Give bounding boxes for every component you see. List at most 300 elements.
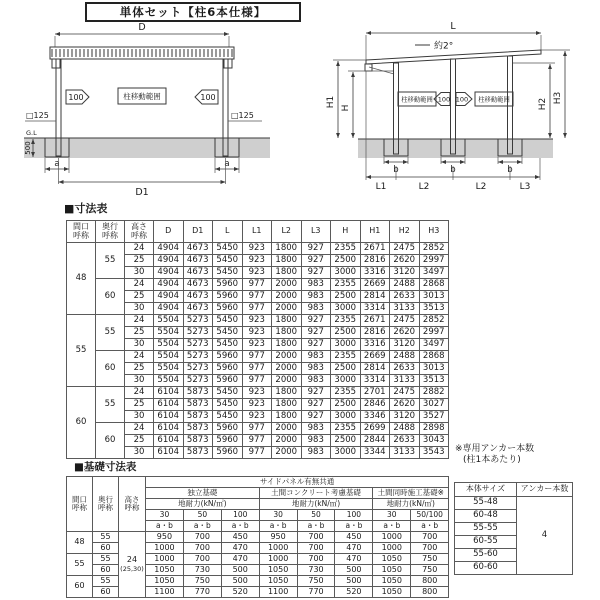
maguchi-cell: 60 bbox=[67, 576, 93, 598]
dim-value-cell: 2852 bbox=[419, 243, 449, 255]
page-title: 単体セット【柱6本仕様】 bbox=[85, 2, 301, 22]
group-header-dokuritsu: 独立基礎 bbox=[146, 488, 260, 499]
dim-value-cell: 977 bbox=[242, 279, 272, 291]
dim-value-cell: 3120 bbox=[390, 267, 420, 279]
dim-value-cell: 927 bbox=[301, 327, 331, 339]
dim-value-cell: 927 bbox=[301, 315, 331, 327]
capacity-col: 50/100 bbox=[411, 510, 449, 521]
foundation-value-cell: 1000 bbox=[373, 543, 411, 554]
header-line: 奥行 bbox=[102, 221, 118, 231]
foundation-value-cell: 1050 bbox=[146, 576, 184, 587]
dim-value-cell: 5450 bbox=[213, 399, 243, 411]
dim-value-cell: 6104 bbox=[154, 435, 184, 447]
side-move-value-right: 100 bbox=[455, 95, 469, 104]
dim-value-cell: 2852 bbox=[419, 315, 449, 327]
anchor-note-line1: ※専用アンカー本数 bbox=[455, 444, 535, 454]
foundation-value-cell: 500 bbox=[221, 576, 259, 587]
dim-value-cell: 5450 bbox=[213, 339, 243, 351]
dim-value-cell: 24 bbox=[125, 423, 154, 435]
dim-value-cell: 30 bbox=[125, 303, 154, 315]
dim-value-cell: 2816 bbox=[360, 255, 390, 267]
dim-value-cell: 24 bbox=[125, 315, 154, 327]
dim-value-cell: 5960 bbox=[213, 291, 243, 303]
dim-value-cell: 983 bbox=[301, 303, 331, 315]
side-dim-L2a-label: L2 bbox=[418, 182, 430, 192]
dim-value-cell: 2000 bbox=[272, 375, 302, 387]
dim-value-cell: 3043 bbox=[419, 435, 449, 447]
dim-value-cell: 24 bbox=[125, 279, 154, 291]
front-dim-a-right bbox=[215, 158, 239, 173]
dim-value-cell: 25 bbox=[125, 363, 154, 375]
dim-table-row bbox=[67, 315, 449, 327]
col-header-L1: L1 bbox=[242, 221, 272, 243]
dim-value-cell: 2814 bbox=[360, 291, 390, 303]
dim-value-cell: 25 bbox=[125, 255, 154, 267]
col-header-okuyuki bbox=[93, 477, 119, 532]
body-size-cell: 60-55 bbox=[455, 536, 517, 549]
dim-value-cell: 977 bbox=[242, 423, 272, 435]
dim-value-cell: 5960 bbox=[213, 435, 243, 447]
side-dim-b2-label: b bbox=[450, 165, 456, 175]
dim-value-cell: 1800 bbox=[272, 315, 302, 327]
side-dim-H-label: H bbox=[341, 104, 351, 112]
dim-table-row bbox=[67, 447, 449, 459]
front-dim-a-left-label: a bbox=[54, 159, 60, 169]
dim-value-cell: 1800 bbox=[272, 327, 302, 339]
dim-table-row bbox=[67, 435, 449, 447]
side-move-range bbox=[398, 92, 513, 106]
maguchi-cell: 60 bbox=[67, 387, 96, 459]
dim-value-cell: 5504 bbox=[154, 363, 184, 375]
dim-value-cell: 927 bbox=[301, 267, 331, 279]
dim-value-cell: 2500 bbox=[331, 399, 361, 411]
dim-value-cell: 5273 bbox=[183, 375, 213, 387]
dim-value-cell: 5873 bbox=[183, 411, 213, 423]
dim-value-cell: 2000 bbox=[272, 363, 302, 375]
dim-value-cell: 5450 bbox=[213, 327, 243, 339]
dim-value-cell: 2488 bbox=[390, 351, 420, 363]
dim-value-cell: 2669 bbox=[360, 279, 390, 291]
dim-value-cell: 5273 bbox=[183, 315, 213, 327]
dim-value-cell: 2633 bbox=[390, 435, 420, 447]
dim-value-cell: 2355 bbox=[331, 351, 361, 363]
dim-table-row bbox=[67, 291, 449, 303]
dim-value-cell: 1800 bbox=[272, 339, 302, 351]
dim-value-cell: 977 bbox=[242, 447, 272, 459]
dim-value-cell: 3513 bbox=[419, 303, 449, 315]
front-dim-D1 bbox=[59, 158, 226, 198]
capacity-col: 100 bbox=[335, 510, 373, 521]
side-dim-b3-label: b bbox=[507, 165, 513, 175]
dim-value-cell: 2701 bbox=[360, 387, 390, 399]
dim-value-cell: 5960 bbox=[213, 447, 243, 459]
foundation-value-cell: 1050 bbox=[259, 565, 297, 576]
dim-value-cell: 5873 bbox=[183, 423, 213, 435]
dim-value-cell: 2846 bbox=[360, 399, 390, 411]
dim-table-row bbox=[67, 399, 449, 411]
body-size-cell: 55-55 bbox=[455, 523, 517, 536]
dim-value-cell: 2475 bbox=[390, 315, 420, 327]
dim-value-cell: 4904 bbox=[154, 279, 184, 291]
ab-col: a・b bbox=[411, 521, 449, 532]
dim-value-cell: 2488 bbox=[390, 423, 420, 435]
dim-value-cell: 3120 bbox=[390, 411, 420, 423]
group-header-doma-concrete: 土間コンクリート考慮基礎 bbox=[259, 488, 373, 499]
dim-value-cell: 2500 bbox=[331, 327, 361, 339]
foundation-value-cell: 1050 bbox=[373, 565, 411, 576]
dim-value-cell: 4673 bbox=[183, 267, 213, 279]
ab-col: a・b bbox=[373, 521, 411, 532]
dim-value-cell: 2475 bbox=[390, 243, 420, 255]
ab-col: a・b bbox=[297, 521, 335, 532]
dim-value-cell: 923 bbox=[242, 243, 272, 255]
dim-value-cell: 983 bbox=[301, 447, 331, 459]
bearing-capacity-header: 地耐力(kN/㎡) bbox=[259, 499, 373, 510]
capacity-col: 50 bbox=[297, 510, 335, 521]
dim-value-cell: 2633 bbox=[390, 291, 420, 303]
dim-value-cell: 3513 bbox=[419, 375, 449, 387]
dim-value-cell: 3013 bbox=[419, 291, 449, 303]
side-dim-H1 bbox=[326, 60, 366, 138]
header-line: 呼称 bbox=[72, 503, 87, 512]
dim-value-cell: 3344 bbox=[360, 447, 390, 459]
dim-table-header-row bbox=[67, 221, 449, 243]
dim-value-cell: 927 bbox=[301, 243, 331, 255]
dim-value-cell: 3013 bbox=[419, 363, 449, 375]
dim-value-cell: 977 bbox=[242, 351, 272, 363]
dim-value-cell: 923 bbox=[242, 411, 272, 423]
capacity-col: 30 bbox=[259, 510, 297, 521]
foundation-value-cell: 500 bbox=[221, 565, 259, 576]
dim-table-row bbox=[67, 411, 449, 423]
dim-value-cell: 977 bbox=[242, 291, 272, 303]
dim-value-cell: 2633 bbox=[390, 363, 420, 375]
foundation-value-cell: 700 bbox=[297, 554, 335, 565]
foundation-value-cell: 1050 bbox=[146, 565, 184, 576]
dim-value-cell: 2000 bbox=[272, 435, 302, 447]
dim-value-cell: 977 bbox=[242, 363, 272, 375]
dim-value-cell: 3314 bbox=[360, 375, 390, 387]
dim-value-cell: 1800 bbox=[272, 399, 302, 411]
dim-value-cell: 5873 bbox=[183, 435, 213, 447]
anchor-table-body bbox=[455, 497, 573, 575]
dim-value-cell: 2000 bbox=[272, 279, 302, 291]
dim-value-cell: 5873 bbox=[183, 387, 213, 399]
dim-value-cell: 2997 bbox=[419, 255, 449, 267]
col-header-maguchi bbox=[67, 477, 93, 532]
foundation-value-cell: 520 bbox=[335, 587, 373, 598]
dim-value-cell: 6104 bbox=[154, 447, 184, 459]
dim-value-cell: 983 bbox=[301, 279, 331, 291]
okuyuki-cell: 55 bbox=[93, 554, 119, 565]
dim-value-cell: 3346 bbox=[360, 411, 390, 423]
dim-value-cell: 923 bbox=[242, 267, 272, 279]
dim-value-cell: 4904 bbox=[154, 243, 184, 255]
side-dim-b1-label: b bbox=[393, 165, 399, 175]
foundation-table-body bbox=[67, 532, 449, 598]
foundation-value-cell: 1050 bbox=[259, 576, 297, 587]
side-move-range-left-label: 柱移動範囲 bbox=[401, 96, 433, 104]
foundation-value-cell: 700 bbox=[183, 532, 221, 543]
dim-value-cell: 25 bbox=[125, 327, 154, 339]
header-line: 間口 bbox=[72, 494, 87, 504]
dim-value-cell: 5450 bbox=[213, 243, 243, 255]
foundation-value-cell: 520 bbox=[221, 587, 259, 598]
side-dim-H3-label: H3 bbox=[553, 91, 563, 105]
dim-value-cell: 2620 bbox=[390, 327, 420, 339]
front-dim-D bbox=[55, 22, 229, 47]
foundation-value-cell: 1000 bbox=[146, 543, 184, 554]
foundation-value-cell: 770 bbox=[183, 587, 221, 598]
foundation-value-cell: 1000 bbox=[373, 532, 411, 543]
foundation-value-cell: 1050 bbox=[373, 554, 411, 565]
dim-value-cell: 2475 bbox=[390, 387, 420, 399]
okuyuki-cell: 60 bbox=[96, 279, 125, 315]
dim-value-cell: 5960 bbox=[213, 363, 243, 375]
dim-value-cell: 1800 bbox=[272, 411, 302, 423]
side-slope-label: 約2° bbox=[434, 41, 454, 52]
side-dim-H bbox=[341, 71, 393, 138]
dim-value-cell: 2816 bbox=[360, 327, 390, 339]
anchor-header-row bbox=[455, 483, 573, 497]
dim-value-cell: 5450 bbox=[213, 387, 243, 399]
dim-value-cell: 2488 bbox=[390, 279, 420, 291]
side-move-range-right-label: 柱移動範囲 bbox=[478, 96, 510, 104]
dim-value-cell: 5504 bbox=[154, 327, 184, 339]
dim-value-cell: 2814 bbox=[360, 363, 390, 375]
dim-value-cell: 25 bbox=[125, 291, 154, 303]
dim-value-cell: 923 bbox=[242, 399, 272, 411]
dim-value-cell: 5504 bbox=[154, 315, 184, 327]
foundation-value-cell: 750 bbox=[411, 565, 449, 576]
dim-value-cell: 30 bbox=[125, 339, 154, 351]
side-dim-H2-label: H2 bbox=[538, 97, 548, 111]
dim-value-cell: 983 bbox=[301, 435, 331, 447]
dim-value-cell: 977 bbox=[242, 375, 272, 387]
dim-value-cell: 977 bbox=[242, 303, 272, 315]
dim-value-cell: 5873 bbox=[183, 447, 213, 459]
dim-table-row bbox=[67, 375, 449, 387]
dim-value-cell: 983 bbox=[301, 363, 331, 375]
dim-value-cell: 30 bbox=[125, 375, 154, 387]
header-line: 呼称 bbox=[102, 230, 118, 240]
body-size-cell: 60-60 bbox=[455, 562, 517, 575]
side-roof bbox=[365, 50, 541, 74]
dim-value-cell: 923 bbox=[242, 315, 272, 327]
foundation-value-cell: 730 bbox=[183, 565, 221, 576]
maguchi-cell: 55 bbox=[67, 554, 93, 576]
side-dim-bottom bbox=[366, 71, 540, 192]
dim-value-cell: 2997 bbox=[419, 327, 449, 339]
dim-value-cell: 983 bbox=[301, 291, 331, 303]
dim-value-cell: 5504 bbox=[154, 375, 184, 387]
foundation-value-cell: 500 bbox=[335, 576, 373, 587]
maguchi-cell: 55 bbox=[67, 315, 96, 387]
dim-table-row bbox=[67, 279, 449, 291]
foundation-value-cell: 950 bbox=[259, 532, 297, 543]
maguchi-cell: 48 bbox=[67, 532, 93, 554]
dim-value-cell: 5450 bbox=[213, 255, 243, 267]
maguchi-cell: 48 bbox=[67, 243, 96, 315]
bearing-capacity-header: 地耐力(kN/㎡) bbox=[146, 499, 260, 510]
foundation-value-cell: 700 bbox=[411, 543, 449, 554]
front-embed-depth-label: 500 bbox=[24, 141, 32, 155]
foundation-table-row bbox=[67, 532, 449, 543]
front-dim-500 bbox=[24, 139, 33, 157]
header-line: 呼称 bbox=[98, 503, 113, 512]
dim-value-cell: 2000 bbox=[272, 291, 302, 303]
header-line: 呼称 bbox=[124, 503, 140, 512]
dim-value-cell: 5960 bbox=[213, 351, 243, 363]
anchor-note bbox=[455, 444, 534, 467]
col-header-L2: L2 bbox=[272, 221, 302, 243]
foundation-value-cell: 770 bbox=[297, 587, 335, 598]
col-header-takasa bbox=[119, 477, 146, 532]
dim-value-cell: 24 bbox=[125, 243, 154, 255]
foundation-value-cell: 750 bbox=[297, 576, 335, 587]
dim-value-cell: 3497 bbox=[419, 267, 449, 279]
dim-value-cell: 3316 bbox=[360, 339, 390, 351]
foundation-table bbox=[66, 476, 449, 598]
dim-table-row bbox=[67, 243, 449, 255]
ab-col: a・b bbox=[146, 521, 184, 532]
side-dim-L2b-label: L2 bbox=[475, 182, 487, 192]
front-move-value-left: 100 bbox=[68, 93, 84, 102]
dim-value-cell: 3133 bbox=[390, 447, 420, 459]
okuyuki-cell: 55 bbox=[96, 243, 125, 279]
dim-table-row bbox=[67, 327, 449, 339]
dim-value-cell: 5960 bbox=[213, 375, 243, 387]
capacity-col: 100 bbox=[221, 510, 259, 521]
front-post-size-right: □125 bbox=[231, 111, 254, 120]
front-dim-a-right-label: a bbox=[224, 159, 230, 169]
okuyuki-cell: 55 bbox=[96, 315, 125, 351]
anchor-count-cell: 4 bbox=[517, 497, 573, 575]
dim-value-cell: 4673 bbox=[183, 291, 213, 303]
roof-panel-hatch bbox=[51, 49, 233, 57]
dim-value-cell: 2500 bbox=[331, 255, 361, 267]
dim-table-row bbox=[67, 267, 449, 279]
dim-table-row bbox=[67, 363, 449, 375]
anchor-table-row bbox=[455, 497, 573, 510]
anchor-note-line2: (柱1本あたり) bbox=[463, 455, 521, 466]
dim-value-cell: 927 bbox=[301, 399, 331, 411]
dim-value-cell: 927 bbox=[301, 387, 331, 399]
foundation-value-cell: 700 bbox=[411, 532, 449, 543]
capacity-col: 30 bbox=[146, 510, 184, 521]
header-line: 呼称 bbox=[73, 230, 89, 240]
dim-table-heading: ■寸法表 bbox=[64, 202, 108, 215]
foundation-value-cell: 1000 bbox=[146, 554, 184, 565]
front-post-size-left: □125 bbox=[26, 111, 49, 120]
dim-value-cell: 3027 bbox=[419, 399, 449, 411]
capacity-col: 30 bbox=[373, 510, 411, 521]
front-move-range bbox=[66, 88, 218, 104]
okuyuki-cell: 60 bbox=[93, 587, 119, 598]
dim-value-cell: 927 bbox=[301, 339, 331, 351]
side-dim-H1-label: H1 bbox=[326, 95, 336, 109]
dim-value-cell: 923 bbox=[242, 255, 272, 267]
col-header-okuyuki bbox=[96, 221, 125, 243]
foundation-value-cell: 700 bbox=[183, 543, 221, 554]
header-line: 間口 bbox=[73, 221, 89, 231]
col-header-L: L bbox=[213, 221, 243, 243]
dim-table-row bbox=[67, 303, 449, 315]
foundation-value-cell: 1000 bbox=[259, 554, 297, 565]
header-line: 奥行 bbox=[98, 494, 113, 504]
dim-value-cell: 3000 bbox=[331, 339, 361, 351]
dim-value-cell: 2620 bbox=[390, 399, 420, 411]
foundation-value-cell: 800 bbox=[411, 576, 449, 587]
col-header-D: D bbox=[154, 221, 184, 243]
dim-value-cell: 3543 bbox=[419, 447, 449, 459]
dim-value-cell: 983 bbox=[301, 423, 331, 435]
dim-value-cell: 1800 bbox=[272, 267, 302, 279]
foundation-value-cell: 730 bbox=[297, 565, 335, 576]
front-roof bbox=[50, 47, 234, 68]
dim-value-cell: 30 bbox=[125, 447, 154, 459]
dim-value-cell: 3527 bbox=[419, 411, 449, 423]
dim-value-cell: 2000 bbox=[272, 423, 302, 435]
col-header-body-size: 本体サイズ bbox=[455, 483, 517, 497]
dim-value-cell: 2620 bbox=[390, 255, 420, 267]
dim-value-cell: 2355 bbox=[331, 315, 361, 327]
col-header-D1: D1 bbox=[183, 221, 213, 243]
ab-col: a・b bbox=[183, 521, 221, 532]
foundation-value-cell: 700 bbox=[297, 543, 335, 554]
dim-value-cell: 3000 bbox=[331, 447, 361, 459]
dim-value-cell: 3000 bbox=[331, 375, 361, 387]
dim-value-cell: 6104 bbox=[154, 399, 184, 411]
dim-value-cell: 2671 bbox=[360, 315, 390, 327]
dim-value-cell: 3000 bbox=[331, 267, 361, 279]
side-dim-L-label: L bbox=[450, 21, 456, 32]
header-line: 呼称 bbox=[131, 230, 147, 240]
dim-value-cell: 2669 bbox=[360, 351, 390, 363]
dim-value-cell: 5873 bbox=[183, 399, 213, 411]
dim-value-cell: 1800 bbox=[272, 255, 302, 267]
dim-value-cell: 5504 bbox=[154, 351, 184, 363]
dim-value-cell: 923 bbox=[242, 387, 272, 399]
front-view-drawing bbox=[22, 18, 280, 198]
ab-col: a・b bbox=[335, 521, 373, 532]
body-size-cell: 55-60 bbox=[455, 549, 517, 562]
dim-value-cell: 2671 bbox=[360, 243, 390, 255]
side-dim-L3-label: L3 bbox=[519, 182, 531, 192]
front-move-range-label: 柱移動範囲 bbox=[123, 92, 161, 101]
dim-value-cell: 3133 bbox=[390, 303, 420, 315]
okuyuki-cell: 60 bbox=[96, 351, 125, 387]
body-size-cell: 60-48 bbox=[455, 510, 517, 523]
foundation-value-cell: 450 bbox=[221, 532, 259, 543]
dim-value-cell: 983 bbox=[301, 351, 331, 363]
dim-value-cell: 5450 bbox=[213, 267, 243, 279]
dim-value-cell: 2355 bbox=[331, 423, 361, 435]
foundation-value-cell: 500 bbox=[335, 565, 373, 576]
dim-table-row bbox=[67, 351, 449, 363]
dim-value-cell: 6104 bbox=[154, 387, 184, 399]
okuyuki-cell: 60 bbox=[93, 565, 119, 576]
side-dim-H2 bbox=[513, 63, 555, 138]
side-dim-L bbox=[366, 21, 541, 60]
dim-value-cell: 3000 bbox=[331, 303, 361, 315]
dim-value-cell: 3497 bbox=[419, 339, 449, 351]
front-dim-D1-label: D1 bbox=[135, 187, 149, 198]
dim-value-cell: 2500 bbox=[331, 291, 361, 303]
dim-value-cell: 5960 bbox=[213, 303, 243, 315]
okuyuki-cell: 55 bbox=[93, 576, 119, 587]
foundation-value-cell: 1100 bbox=[146, 587, 184, 598]
